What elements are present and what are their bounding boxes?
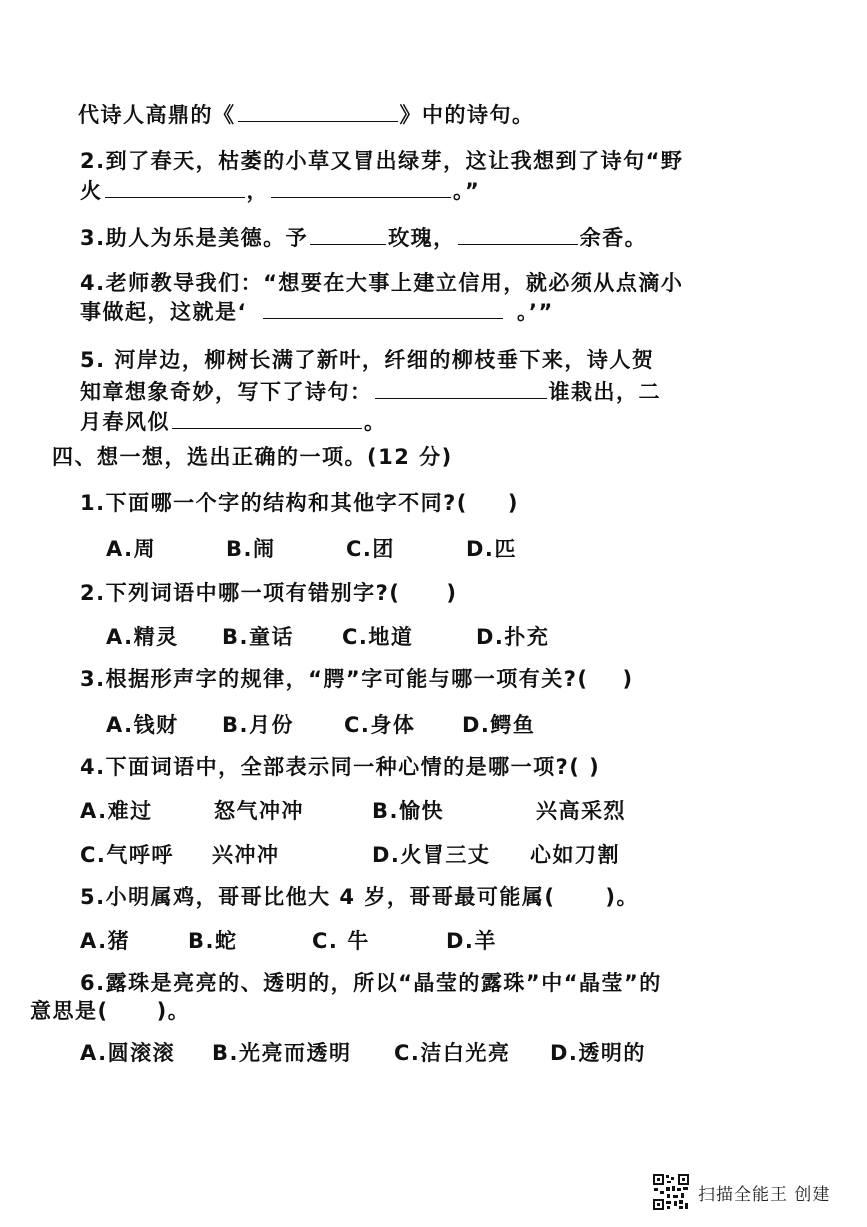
fill-text: 火 — [80, 179, 103, 203]
question-1 — [80, 488, 519, 518]
scanner-watermark — [652, 1172, 830, 1212]
answer-blank[interactable] — [310, 224, 386, 245]
option[interactable]: C.团 — [346, 537, 395, 561]
option[interactable]: B.愉快 — [372, 799, 444, 823]
question-4 — [80, 752, 600, 782]
question-5 — [80, 882, 639, 912]
question-paren: )。 — [605, 885, 640, 909]
watermark-text: 扫描全能王 创建 — [698, 1184, 831, 1205]
question-text: 3.根据形声字的规律，“腭”字可能与哪一项有关?( — [80, 667, 589, 691]
question-text: 1.下面哪一个字的结构和其他字不同?( — [80, 491, 468, 515]
question-3 — [80, 664, 634, 694]
question-text: 意思是( — [30, 999, 109, 1023]
option[interactable]: C. 牛 — [312, 929, 370, 953]
option[interactable]: C.身体 — [344, 713, 416, 737]
answer-blank[interactable] — [375, 378, 547, 399]
fill-text: 谁栽出，二 — [548, 380, 661, 404]
option[interactable]: B.闹 — [226, 537, 276, 561]
question-text: 4.下面词语中，全部表示同一种心情的是哪一项?( ) — [80, 755, 601, 779]
option[interactable]: C.地道 — [342, 625, 414, 649]
option[interactable]: B.蛇 — [188, 929, 238, 953]
fill-text: 。’” — [516, 300, 554, 324]
fill-line-3 — [80, 176, 480, 206]
answer-blank[interactable] — [263, 298, 503, 319]
option[interactable]: D.透明的 — [550, 1041, 646, 1065]
question-6-cont — [30, 996, 190, 1026]
option[interactable]: A.难过 — [80, 799, 153, 823]
qr-code-icon — [652, 1173, 690, 1211]
option[interactable]: A.圆滚滚 — [80, 1041, 176, 1065]
option[interactable]: B.月份 — [222, 713, 294, 737]
answer-blank[interactable] — [458, 224, 578, 245]
answer-blank[interactable] — [172, 408, 362, 429]
fill-text: 知章想象奇妙，写下了诗句： — [80, 380, 373, 404]
option[interactable]: A.猪 — [80, 929, 131, 953]
option-detail: 怒气冲冲 — [214, 799, 304, 823]
option[interactable]: C.气呼呼 — [80, 843, 174, 867]
answer-blank[interactable] — [238, 101, 398, 122]
section-heading: 四、想一想，选出正确的一项。(12 分) — [52, 445, 453, 469]
option[interactable]: D.匹 — [466, 537, 517, 561]
fill-text: 事做起，这就是‘ — [80, 300, 247, 324]
fill-text: 。 — [364, 410, 387, 434]
option-detail: 兴高采烈 — [536, 799, 626, 823]
fill-text: ， — [246, 179, 269, 203]
fill-text: 4.老师教导我们：“想要在大事上建立信用，就必须从点滴小 — [80, 271, 684, 295]
option[interactable]: D.鳄鱼 — [462, 713, 536, 737]
fill-line-8 — [80, 377, 661, 407]
option[interactable]: D.火冒三丈 — [372, 843, 491, 867]
fill-line-4 — [80, 223, 647, 253]
fill-text: 余香。 — [579, 226, 648, 250]
option-detail: 心如刀割 — [530, 843, 620, 867]
option[interactable]: A.周 — [106, 537, 157, 561]
fill-line-7 — [80, 345, 654, 375]
question-paren: ) — [622, 667, 634, 691]
answer-blank[interactable] — [271, 177, 451, 198]
fill-text: 2.到了春天，枯萎的小草又冒出绿芽，这让我想到了诗句“野 — [80, 149, 684, 173]
option[interactable]: D.羊 — [446, 929, 497, 953]
fill-line-6 — [80, 297, 554, 327]
fill-text: 。” — [453, 179, 481, 203]
fill-line-5 — [80, 268, 683, 298]
option[interactable]: D.扑充 — [476, 625, 550, 649]
question-paren: )。 — [156, 999, 191, 1023]
question-6 — [80, 968, 662, 998]
option-detail: 兴冲冲 — [212, 843, 280, 867]
question-text: 5.小明属鸡，哥哥比他大 4 岁，哥哥最可能属( — [80, 885, 556, 909]
fill-text: 月春风似 — [80, 410, 170, 434]
fill-text: 5. 河岸边，柳树长满了新叶，纤细的柳枝垂下来，诗人贺 — [80, 348, 655, 372]
option[interactable]: A.精灵 — [106, 625, 179, 649]
question-2 — [80, 578, 457, 608]
fill-line-2 — [80, 146, 683, 176]
fill-text: 3.助人为乐是美德。予 — [80, 226, 309, 250]
option[interactable]: A.钱财 — [106, 713, 179, 737]
question-paren: ) — [446, 581, 458, 605]
fill-line-1 — [78, 100, 535, 130]
option[interactable]: B.光亮而透明 — [212, 1041, 352, 1065]
option[interactable]: C.洁白光亮 — [394, 1041, 511, 1065]
fill-text: 代诗人高鼎的《 — [78, 103, 236, 127]
fill-text: 玫瑰， — [388, 226, 456, 250]
option[interactable]: B.童话 — [222, 625, 294, 649]
fill-line-9 — [80, 407, 387, 437]
question-text: 6.露珠是亮亮的、透明的，所以“晶莹的露珠”中“晶莹”的 — [80, 971, 662, 995]
question-paren: ) — [507, 491, 519, 515]
answer-blank[interactable] — [105, 177, 245, 198]
fill-text: 》中的诗句。 — [399, 103, 535, 127]
question-text: 2.下列词语中哪一项有错别字?( — [80, 581, 401, 605]
